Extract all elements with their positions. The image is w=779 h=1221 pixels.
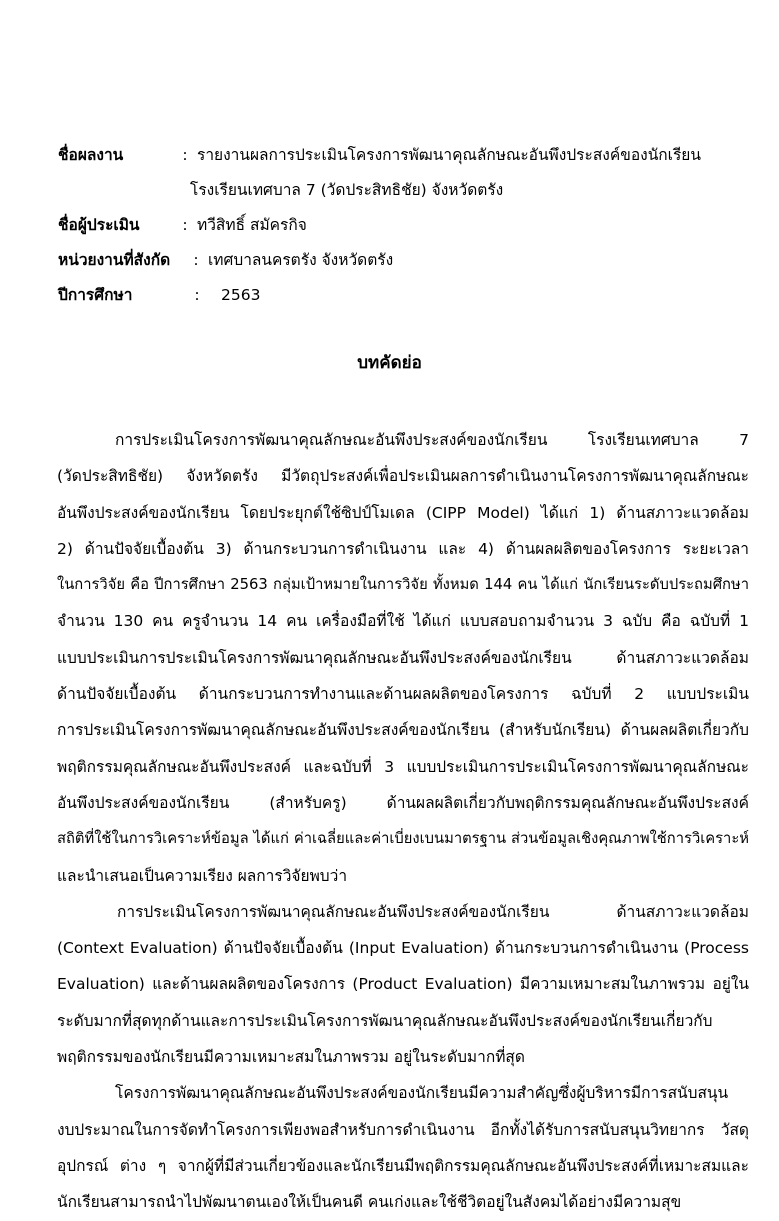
abstract-line: การประเมินโครงการพัฒนาคุณลักษณะอันพึงประสงค์ของนักเรียน ด้านสภาวะแวดล้อม xyxy=(117,902,749,921)
abstract-line: การประเมินโครงการพัฒนาคุณลักษณะอันพึงประสงค์ของนักเรียน โรงเรียนเทศบาล 7 xyxy=(115,431,749,449)
abstract-line: แบบประเมินการประเมินโครงการพัฒนาคุณลักษณะอันพึงประสงค์ของนักเรียน ด้านสภาวะแวดล้อม xyxy=(57,648,749,667)
abstract-line: นักเรียนสามารถนำไปพัฒนาตนเองให้เป็นคนดี คนเก่งและใช้ชีวิตอยู่ในสังคมได้อย่างมีความสุข xyxy=(57,1193,682,1212)
abstract-line: งบประมาณในการจัดทำโครงการเพียงพอสำหรับการดำเนินงาน อีกทั้งได้รับการสนับสนุนวิทยากร วัสดุ xyxy=(57,1120,749,1139)
abstract-line: สถิติที่ใช้ในการวิเคราะห์ข้อมูล ได้แก่ ค่าเฉลี่ยและค่าเบี่ยงเบนมาตรฐาน ส่วนข้อมูลเชิงคุณภาพใช้การวิเคราะห์ xyxy=(57,830,749,848)
separator: : xyxy=(194,286,200,304)
abstract-line: ในการวิจัย คือ ปีการศึกษา 2563 กลุ่มเป้าหมายในการวิจัย ทั้งหมด 144 คน ได้แก่ นักเรียนระดับประถมศึกษา xyxy=(57,576,749,594)
agency-row xyxy=(58,243,748,278)
academic-year-value: 2563 xyxy=(221,286,261,304)
evaluator-row xyxy=(58,208,748,243)
abstract-line: และนำเสนอเป็นความเรียง ผลการวิจัยพบว่า xyxy=(57,866,348,885)
abstract-line: (Context Evaluation) ด้านปัจจัยเบื้องต้น (Input Evaluation) ด้านกระบวนการดำเนินงาน (Process xyxy=(57,939,749,958)
abstract-line: ระดับมากที่สุดทุกด้านและการประเมินโครงการพัฒนาคุณลักษณะอันพึงประสงค์ของนักเรียนเกี่ยวกับ xyxy=(57,1011,713,1030)
separator: : xyxy=(182,216,188,234)
abstract-title: บทคัดย่อ xyxy=(357,353,422,373)
agency-value: เทศบาลนครตรัง จังหวัดตรัง xyxy=(208,251,394,269)
abstract-line: 2) ด้านปัจจัยเบื้องต้น 3) ด้านกระบวนการดำเนินงาน และ 4) ด้านผลผลิตของโครงการ ระยะเวลา xyxy=(57,539,749,558)
work-title-value-continued: โรงเรียนเทศบาล 7 (วัดประสิทธิชัย) จังหวัดตรัง xyxy=(190,181,504,199)
separator: : xyxy=(182,146,188,164)
abstract-line: อันพึงประสงค์ของนักเรียน โดยประยุกต์ใช้ซิปป์โมเดล (CIPP Model) ได้แก่ 1) ด้านสภาวะแวดล้อม xyxy=(57,503,749,522)
abstract-line: Evaluation) และด้านผลผลิตของโครงการ (Product Evaluation) มีความเหมาะสมในภาพรวม อยู่ใน xyxy=(57,975,749,994)
evaluator-value: ทวีสิทธิ์ สมัครกิจ xyxy=(197,216,307,234)
work-title-row xyxy=(58,138,748,173)
abstract-line: อันพึงประสงค์ของนักเรียน (สำหรับครู) ด้านผลผลิตเกี่ยวกับพฤติกรรมคุณลักษณะอันพึงประสงค์ xyxy=(57,793,749,812)
abstract-line: พฤติกรรมของนักเรียนมีความเหมาะสมในภาพรวม อยู่ในระดับมากที่สุด xyxy=(57,1048,525,1067)
document-metadata xyxy=(58,138,748,313)
evaluator-label: ชื่อผู้ประเมิน xyxy=(58,216,140,234)
work-title-value: รายงานผลการประเมินโครงการพัฒนาคุณลักษณะอันพึงประสงค์ของนักเรียน xyxy=(197,146,701,164)
agency-label: หน่วยงานที่สังกัด xyxy=(58,251,171,269)
abstract-line: ด้านปัจจัยเบื้องต้น ด้านกระบวนการทำงานและด้านผลผลิตของโครงการ ฉบับที่ 2 แบบประเมิน xyxy=(57,685,749,704)
abstract-line: โครงการพัฒนาคุณลักษณะอันพึงประสงค์ของนักเรียนมีความสำคัญซึ่งผู้บริหารมีการสนับสนุน xyxy=(115,1084,729,1103)
abstract-line: การประเมินโครงการพัฒนาคุณลักษณะอันพึงประสงค์ของนักเรียน (สำหรับนักเรียน) ด้านผลผลิตเกี่ยวกับ xyxy=(57,721,749,740)
academic-year-row xyxy=(58,278,748,313)
separator: : xyxy=(193,251,199,269)
abstract-line: (วัดประสิทธิชัย) จังหวัดตรัง มีวัตถุประสงค์เพื่อประเมินผลการดำเนินงานโครงการพัฒนาคุณลักษณะ xyxy=(57,467,749,486)
work-title-label: ชื่อผลงาน xyxy=(58,146,124,164)
abstract-line: อุปกรณ์ ต่าง ๆ จากผู้ที่มีส่วนเกี่ยวข้องและนักเรียนมีพฤติกรรมคุณลักษณะอันพึงประสงค์ที่เหมาะสมและ xyxy=(57,1156,749,1175)
abstract-line: พฤติกรรมคุณลักษณะอันพึงประสงค์ และฉบับที่ 3 แบบประเมินการประเมินโครงการพัฒนาคุณลักษณะ xyxy=(57,757,749,776)
academic-year-label: ปีการศึกษา xyxy=(58,286,133,304)
abstract-line: จำนวน 130 คน ครูจำนวน 14 คน เครื่องมือที่ใช้ ได้แก่ แบบสอบถามจำนวน 3 ฉบับ คือ ฉบับที่ 1 xyxy=(57,612,749,631)
abstract-body xyxy=(57,422,749,1221)
